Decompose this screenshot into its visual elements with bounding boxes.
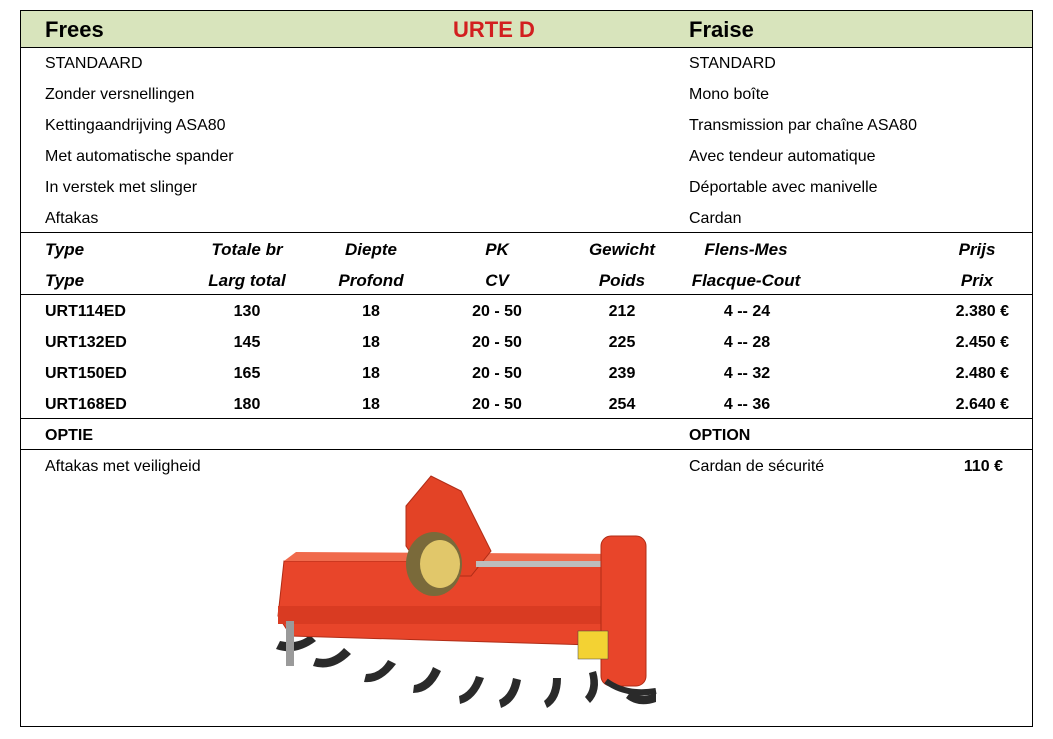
divider [21, 449, 1032, 450]
col-header-price-nl: Prijs [958, 240, 996, 259]
cell-power: 20 - 50 [472, 365, 522, 382]
option-label-fr: OPTION [689, 427, 751, 444]
divider [21, 418, 1032, 419]
cell-flange: 4 -- 28 [723, 334, 771, 351]
cell-price: 2.380 € [955, 303, 1009, 320]
cell-flange: 4 -- 24 [723, 303, 771, 320]
cell-width: 180 [233, 396, 261, 413]
col-header-type-nl: Type [45, 240, 85, 259]
standard-nl-3: Met automatische spander [45, 148, 234, 165]
cell-power: 20 - 50 [472, 334, 522, 351]
cell-width: 165 [233, 365, 261, 382]
standard-nl-5: Aftakas [45, 210, 99, 227]
standard-fr-3: Avec tendeur automatique [689, 148, 876, 165]
cell-weight: 254 [608, 396, 636, 413]
col-header-weight-nl: Gewicht [588, 240, 656, 259]
side-cover [601, 536, 646, 686]
rotary-tiller-image [256, 466, 676, 731]
col-header-depth-nl: Diepte [345, 240, 397, 259]
cell-price: 2.480 € [955, 365, 1009, 382]
cell-power: 20 - 50 [472, 396, 522, 413]
title-fr: Fraise [689, 17, 754, 42]
cell-price: 2.640 € [955, 396, 1009, 413]
cell-flange: 4 -- 32 [723, 365, 771, 382]
option-label-nl: OPTIE [45, 427, 94, 444]
divider [21, 294, 1032, 295]
cell-depth: 18 [362, 365, 380, 382]
spec-sheet [20, 10, 1033, 727]
standard-fr-0: STANDARD [689, 55, 776, 72]
col-header-depth-fr: Profond [338, 271, 404, 290]
cell-flange: 4 -- 36 [723, 396, 771, 413]
title-model: URTE D [453, 17, 535, 42]
option-item-fr: Cardan de sécurité [689, 458, 825, 475]
cell-price: 2.450 € [955, 334, 1009, 351]
cell-width: 130 [233, 303, 261, 320]
col-header-power-nl: PK [485, 240, 509, 259]
standard-nl-2: Kettingaandrijving ASA80 [45, 117, 226, 134]
col-header-weight-fr: Poids [598, 271, 646, 290]
standard-fr-1: Mono boîte [689, 86, 770, 103]
cell-depth: 18 [362, 396, 380, 413]
col-header-flange-fr: Flacque-Cout [691, 271, 801, 290]
warning-label [578, 631, 608, 659]
standard-nl-0: STANDAARD [45, 55, 143, 72]
title-nl: Frees [45, 17, 104, 42]
standard-fr-4: Déportable avec manivelle [689, 179, 878, 196]
standard-nl-4: In verstek met slinger [45, 179, 198, 196]
col-header-price-fr: Prix [960, 271, 994, 290]
cell-type: URT114ED [45, 303, 126, 320]
cell-power: 20 - 50 [472, 303, 522, 320]
standard-fr-5: Cardan [689, 210, 742, 227]
cell-weight: 239 [608, 365, 636, 382]
cell-type: URT132ED [45, 334, 127, 351]
cell-type: URT168ED [45, 396, 127, 413]
col-header-type-fr: Type [45, 271, 85, 290]
col-header-width-fr: Larg total [208, 271, 286, 290]
option-price: 110 € [963, 458, 1003, 475]
col-header-power-fr: CV [485, 271, 509, 290]
option-item-nl: Aftakas met veiligheid [45, 458, 201, 475]
col-header-flange-nl: Flens-Mes [704, 240, 788, 259]
cell-type: URT150ED [45, 365, 127, 382]
cell-depth: 18 [362, 303, 380, 320]
col-header-width-nl: Totale br [211, 240, 283, 259]
standard-fr-2: Transmission par chaîne ASA80 [689, 117, 917, 134]
cell-width: 145 [233, 334, 261, 351]
standard-nl-1: Zonder versnellingen [45, 86, 195, 103]
divider [21, 232, 1032, 233]
cell-weight: 225 [608, 334, 636, 351]
cell-depth: 18 [362, 334, 380, 351]
cell-weight: 212 [608, 303, 636, 320]
